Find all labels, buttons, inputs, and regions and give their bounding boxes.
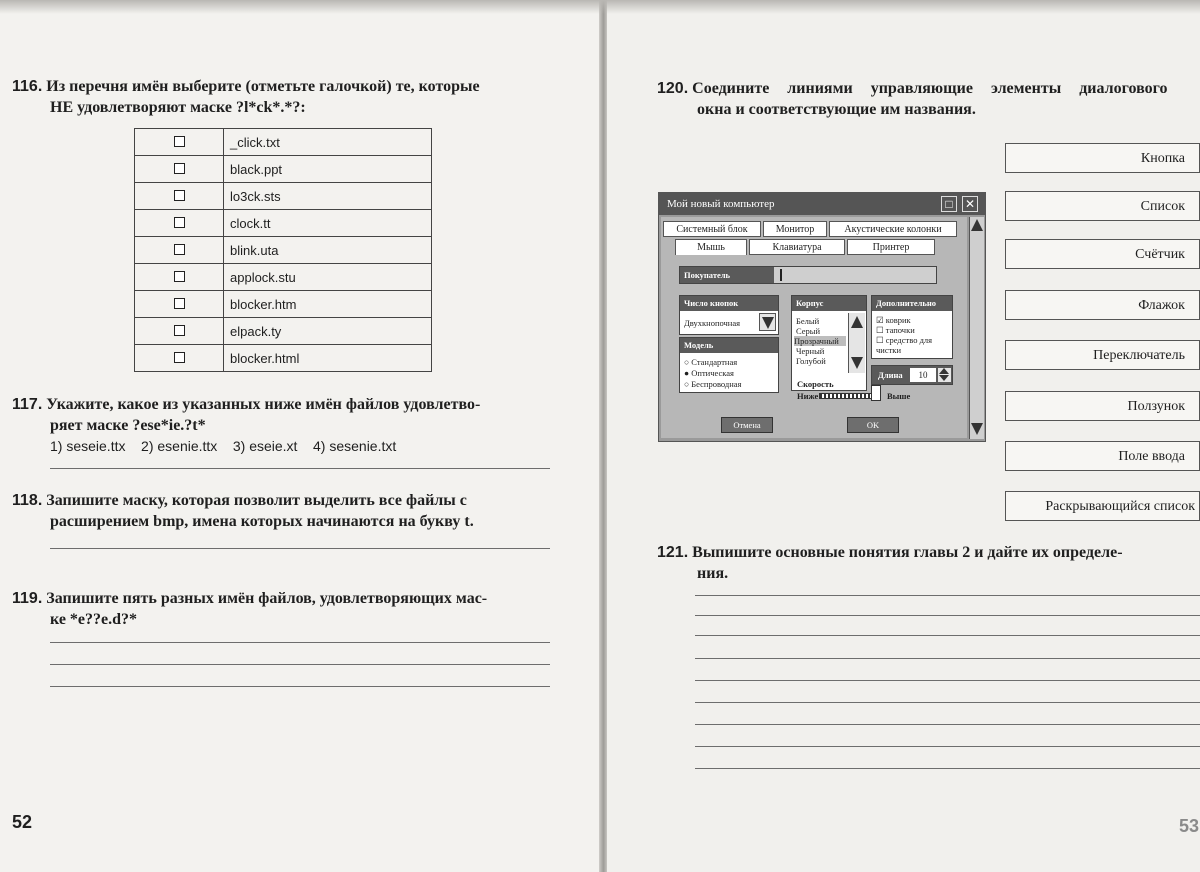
- scroll-up-icon[interactable]: [971, 219, 983, 231]
- answer-line: [50, 468, 550, 469]
- answer-line: [50, 664, 550, 665]
- file-list-table: [134, 128, 432, 372]
- model-panel: [679, 337, 779, 393]
- file-name-cell: elpack.ty: [224, 318, 432, 345]
- checkbox-cell: [135, 318, 224, 345]
- name-box-checkbox: Флажок: [1005, 290, 1200, 320]
- buyer-label: Покупатель: [680, 267, 774, 283]
- spinner-icon[interactable]: [938, 368, 951, 382]
- speed-slider-track[interactable]: [819, 393, 875, 399]
- q120-number: 120.: [657, 80, 689, 97]
- question-120: [657, 78, 1200, 120]
- q119-text-2: ке: [50, 611, 66, 628]
- file-name-cell: clock.tt: [224, 210, 432, 237]
- buttons-count-panel: [679, 295, 779, 335]
- answer-line: [695, 724, 1200, 725]
- checkbox-cell: [135, 183, 224, 210]
- checkbox-cell: [135, 156, 224, 183]
- file-name-cell: blink.uta: [224, 237, 432, 264]
- answer-line: [695, 680, 1200, 681]
- q117-mask: ?ese*ie.?t*: [132, 417, 206, 434]
- length-label: Длина: [878, 370, 903, 380]
- q119-number: 119.: [12, 590, 43, 607]
- question-118: [12, 490, 552, 532]
- answer-line: [695, 702, 1200, 703]
- length-counter: [871, 365, 953, 385]
- checkbox-cell: [135, 345, 224, 372]
- checkbox[interactable]: [174, 190, 185, 201]
- q117-text-2: ряет маске: [50, 417, 129, 434]
- q121-text-2: ния.: [697, 565, 729, 582]
- checkbox-slippers-label: тапочки: [885, 325, 915, 335]
- case-header: Корпус: [792, 296, 866, 311]
- checkbox-cell: [135, 291, 224, 318]
- tab-mouse[interactable]: Мышь: [675, 239, 747, 255]
- answer-line: [695, 768, 1200, 769]
- q118-dot: .: [469, 513, 474, 530]
- extras-panel: [871, 295, 953, 359]
- name-box-list: Список: [1005, 191, 1200, 221]
- q121-text-1: Выпишите основные понятия главы 2 и дайте их определе-: [692, 544, 1123, 561]
- answer-line: [50, 642, 550, 643]
- checkbox-cleaner[interactable]: ☐ средство для чистки: [876, 335, 933, 355]
- chevron-down-icon: [762, 317, 774, 329]
- name-box-slider: Ползунок: [1005, 391, 1200, 421]
- ok-button[interactable]: OK: [847, 417, 899, 433]
- list-item-selected[interactable]: Прозрачный: [794, 336, 846, 346]
- checkbox[interactable]: [174, 163, 185, 174]
- buttons-count-header: Число кнопок: [680, 296, 778, 311]
- name-box-counter: Счётчик: [1005, 239, 1200, 269]
- q117-options: 1) seseie.ttx 2) esenie.ttx 3) eseie.xt 4) sesenie.txt: [50, 438, 397, 454]
- list-item[interactable]: Серый: [796, 326, 821, 336]
- dialog-body: [661, 217, 967, 438]
- file-name-cell: blocker.htm: [224, 291, 432, 318]
- checkbox[interactable]: [174, 271, 185, 282]
- q116-mask: ?l*ck*.*?:: [235, 99, 306, 116]
- buttons-count-value[interactable]: Двухкнопочная: [684, 318, 741, 328]
- table-row: [135, 318, 432, 345]
- table-row: [135, 156, 432, 183]
- page-number-left: 52: [12, 812, 33, 832]
- speed-high-label: Выше: [887, 391, 911, 401]
- q117-number: 117.: [12, 396, 43, 413]
- q117-text-1: Укажите, какое из указанных ниже имён файлов удовлетво-: [46, 396, 481, 413]
- scroll-down-icon[interactable]: [851, 357, 863, 369]
- checkbox-cell: [135, 237, 224, 264]
- dropdown-arrow-icon[interactable]: [759, 313, 776, 331]
- list-item[interactable]: Черный: [796, 346, 825, 356]
- radio-optical-label: Оптическая: [691, 368, 734, 378]
- answer-line: [695, 658, 1200, 659]
- list-item[interactable]: Голубой: [796, 356, 826, 366]
- speed-slider-thumb[interactable]: [871, 385, 881, 401]
- extras-header: Дополнительно: [872, 296, 952, 311]
- file-name-cell: blocker.html: [224, 345, 432, 372]
- table-row: [135, 237, 432, 264]
- q116-number: 116.: [12, 78, 43, 95]
- name-box-dropdown: Раскрывающийся список: [1005, 491, 1200, 521]
- tab-monitor[interactable]: Монитор: [763, 221, 827, 237]
- q116-text-2: НЕ удовлетворяют маске: [50, 99, 232, 116]
- q120-text-1: Соедините линиями управляющие элементы диалогового: [692, 80, 1168, 97]
- radio-standard[interactable]: ○ Стандартная: [684, 357, 738, 367]
- file-name-cell: _click.txt: [224, 129, 432, 156]
- q120-text-2: окна и соответствующие им названия.: [697, 101, 976, 118]
- table-row: [135, 129, 432, 156]
- checkbox[interactable]: [174, 352, 185, 363]
- tab-system-unit[interactable]: Системный блок: [663, 221, 761, 237]
- radio-wireless[interactable]: ○ Беспроводная: [684, 379, 742, 389]
- cancel-button[interactable]: Отмена: [721, 417, 773, 433]
- q118-number: 118.: [12, 492, 43, 509]
- speed-label: Скорость: [797, 379, 834, 389]
- scroll-down-icon[interactable]: [971, 423, 983, 435]
- model-header: Модель: [680, 338, 778, 353]
- q119-text-1: Запишите пять разных имён файлов, удовлетворяющих мас-: [46, 590, 488, 607]
- checkbox-cleaner-label: средство для чистки: [876, 335, 933, 355]
- question-121: [657, 542, 1200, 584]
- checkbox[interactable]: [174, 244, 185, 255]
- table-row: [135, 345, 432, 372]
- checkbox-mat-label: коврик: [885, 315, 911, 325]
- table-row: [135, 264, 432, 291]
- close-icon[interactable]: ✕: [962, 196, 978, 212]
- q118-letter: t: [464, 513, 470, 530]
- checkbox-slippers[interactable]: ☐ тапочки: [876, 325, 915, 335]
- buyer-input-cursor[interactable]: [780, 269, 782, 281]
- file-name-cell: applock.stu: [224, 264, 432, 291]
- file-name-cell: lo3ck.sts: [224, 183, 432, 210]
- table-row: [135, 291, 432, 318]
- speed-low-label: Ниже: [797, 391, 819, 401]
- dialog-title: Мой новый компьютер: [659, 193, 985, 215]
- list-scrollbar[interactable]: [848, 313, 865, 373]
- q119-mask: *e??e.d?*: [69, 611, 138, 628]
- q118-text-2a: расширением: [50, 513, 150, 530]
- answer-line: [50, 548, 550, 549]
- q121-number: 121.: [657, 544, 689, 561]
- q116-text-1: Из перечня имён выберите (отметьте галочкой) те, которые: [46, 78, 480, 95]
- radio-optical[interactable]: ● Оптическая: [684, 368, 734, 378]
- checkbox[interactable]: [174, 136, 185, 147]
- answer-line: [695, 615, 1200, 616]
- dialog-scrollbar[interactable]: [969, 217, 984, 439]
- radio-wireless-label: Беспроводная: [691, 379, 742, 389]
- tab-printer[interactable]: Принтер: [847, 239, 935, 255]
- q118-ext: bmp: [153, 513, 185, 530]
- name-box-input-field: Поле ввода: [1005, 441, 1200, 471]
- checkbox-cell: [135, 264, 224, 291]
- table-row: [135, 183, 432, 210]
- checkbox-mat[interactable]: ☑ коврик: [876, 315, 911, 325]
- question-116: [12, 76, 552, 118]
- answer-line: [695, 635, 1200, 636]
- top-shadow: [0, 0, 1200, 14]
- checkbox-cell: [135, 210, 224, 237]
- length-input[interactable]: 10: [910, 368, 936, 382]
- file-name-cell: black.ppt: [224, 156, 432, 183]
- q118-text-2b: , имена которых начинаются на букву: [184, 513, 461, 530]
- checkbox[interactable]: [174, 298, 185, 309]
- question-117: [12, 394, 552, 457]
- checkbox-cell: [135, 129, 224, 156]
- tab-keyboard[interactable]: Клавиатура: [749, 239, 845, 255]
- case-list-panel: [791, 295, 867, 391]
- radio-standard-label: Стандартная: [691, 357, 738, 367]
- name-box-radio: Переключатель: [1005, 340, 1200, 370]
- answer-line: [695, 746, 1200, 747]
- checkbox[interactable]: [174, 325, 185, 336]
- answer-line: [695, 595, 1200, 596]
- name-box-button: Кнопка: [1005, 143, 1200, 173]
- q118-text-1: Запишите маску, которая позволит выделить все файлы с: [46, 492, 467, 509]
- dialog-window: [658, 192, 986, 442]
- maximize-icon[interactable]: □: [941, 196, 957, 212]
- tab-speakers[interactable]: Акустические колонки: [829, 221, 957, 237]
- page-number-right: 53: [1179, 816, 1200, 836]
- scroll-up-icon[interactable]: [851, 316, 863, 328]
- answer-line: [50, 686, 550, 687]
- spinner-down-icon[interactable]: [939, 375, 949, 381]
- buyer-field: [679, 266, 937, 284]
- spinner-up-icon[interactable]: [939, 368, 949, 374]
- checkbox[interactable]: [174, 217, 185, 228]
- list-item[interactable]: Белый: [796, 316, 820, 326]
- table-row: [135, 210, 432, 237]
- question-119: [12, 588, 552, 630]
